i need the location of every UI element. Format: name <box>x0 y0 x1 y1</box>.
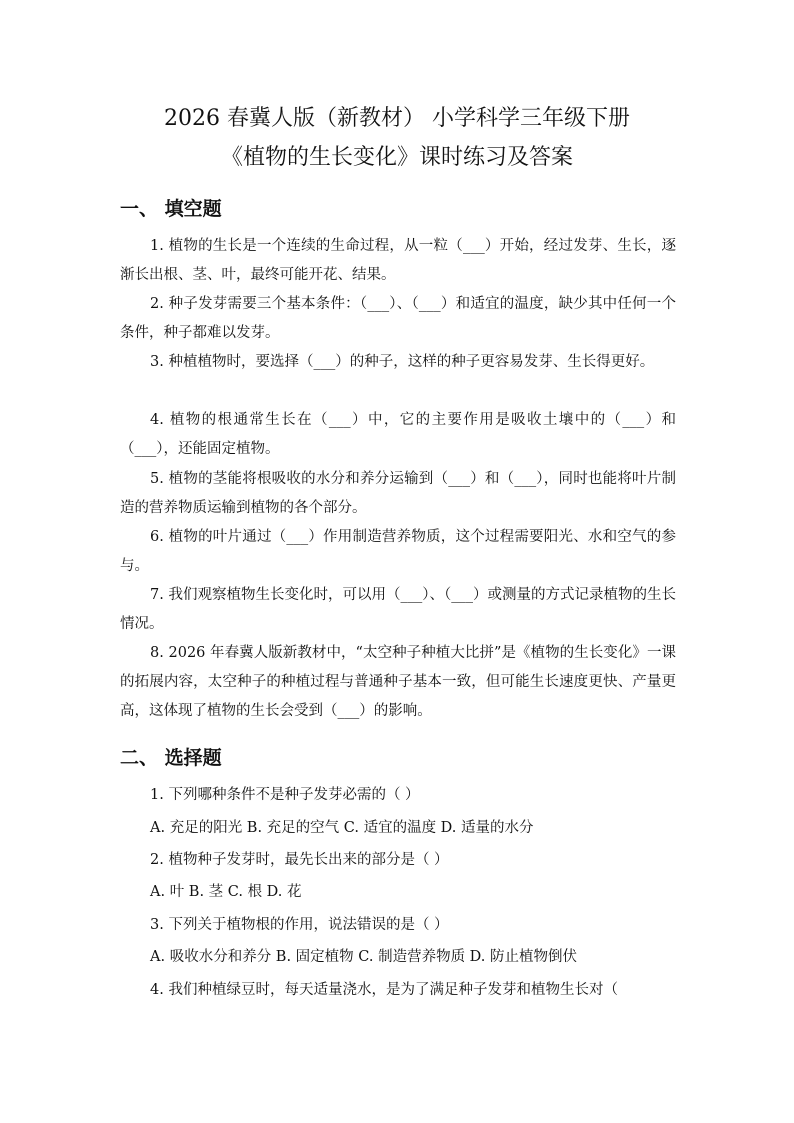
section-heading-multiple-choice: 二、 选择题 <box>120 747 222 769</box>
document-title: 2026 春冀人版（新教材） 小学科学三年级下册 <box>164 106 630 131</box>
fill-in-question: 8. 2026 年春冀人版新教材中，“太空种子种植大比拼”是《植物的生长变化》一课的拓展内容，太空种子的种植过程与普通种子基本一致，但可能生长速度更快、产量更高，这体现了植物的生长会受到（___）的影响。 <box>120 645 676 719</box>
choice-options: A. 吸收水分和养分 B. 固定植物 C. 制造营养物质 D. 防止植物倒伏 <box>150 949 578 965</box>
fill-in-question: 7. 我们观察植物生长变化时，可以用（___）、（___）或测量的方式记录植物的生长情况。 <box>120 587 676 632</box>
fill-in-question: 6. 植物的叶片通过（___）作用制造营养物质，这个过程需要阳光、水和空气的参与。 <box>120 529 676 574</box>
fill-in-question: 2. 种子发芽需要三个基本条件：（___）、（___）和适宜的温度，缺少其中任何一个条件，种子都难以发芽。 <box>120 296 676 341</box>
choice-question: 3. 下列关于植物根的作用，说法错误的是（ ） <box>150 917 449 933</box>
choice-options: A. 叶 B. 茎 C. 根 D. 花 <box>150 884 302 900</box>
choice-question: 2. 植物种子发芽时，最先长出来的部分是（ ） <box>150 852 449 868</box>
fill-in-question: 5. 植物的茎能将根吸收的水分和养分运输到（___）和（___），同时也能将叶片制造的营养物质运输到植物的各个部分。 <box>120 471 676 516</box>
fill-in-question: 1. 植物的生长是一个连续的生命过程，从一粒（___）开始，经过发芽、生长，逐渐长出根、茎、叶，最终可能开花、结果。 <box>120 238 676 283</box>
fill-in-question: 3. 种植植物时，要选择（___）的种子，这样的种子更容易发芽、生长得更好。 <box>150 354 655 370</box>
choice-options: A. 充足的阳光 B. 充足的空气 C. 适宜的温度 D. 适量的水分 <box>150 820 534 836</box>
choice-question: 1. 下列哪种条件不是种子发芽必需的（ ） <box>150 787 420 803</box>
choice-question: 4. 我们种植绿豆时，每天适量浇水，是为了满足种子发芽和植物生长对（ <box>150 982 618 998</box>
fill-in-question: 4. 植物的根通常生长在（___）中，它的主要作用是吸收土壤中的（___）和（___），还能固定植物。 <box>120 412 676 457</box>
section-heading-fill-in: 一、 填空题 <box>120 198 222 220</box>
document-subtitle: 《植物的生长变化》课时练习及答案 <box>220 145 573 170</box>
